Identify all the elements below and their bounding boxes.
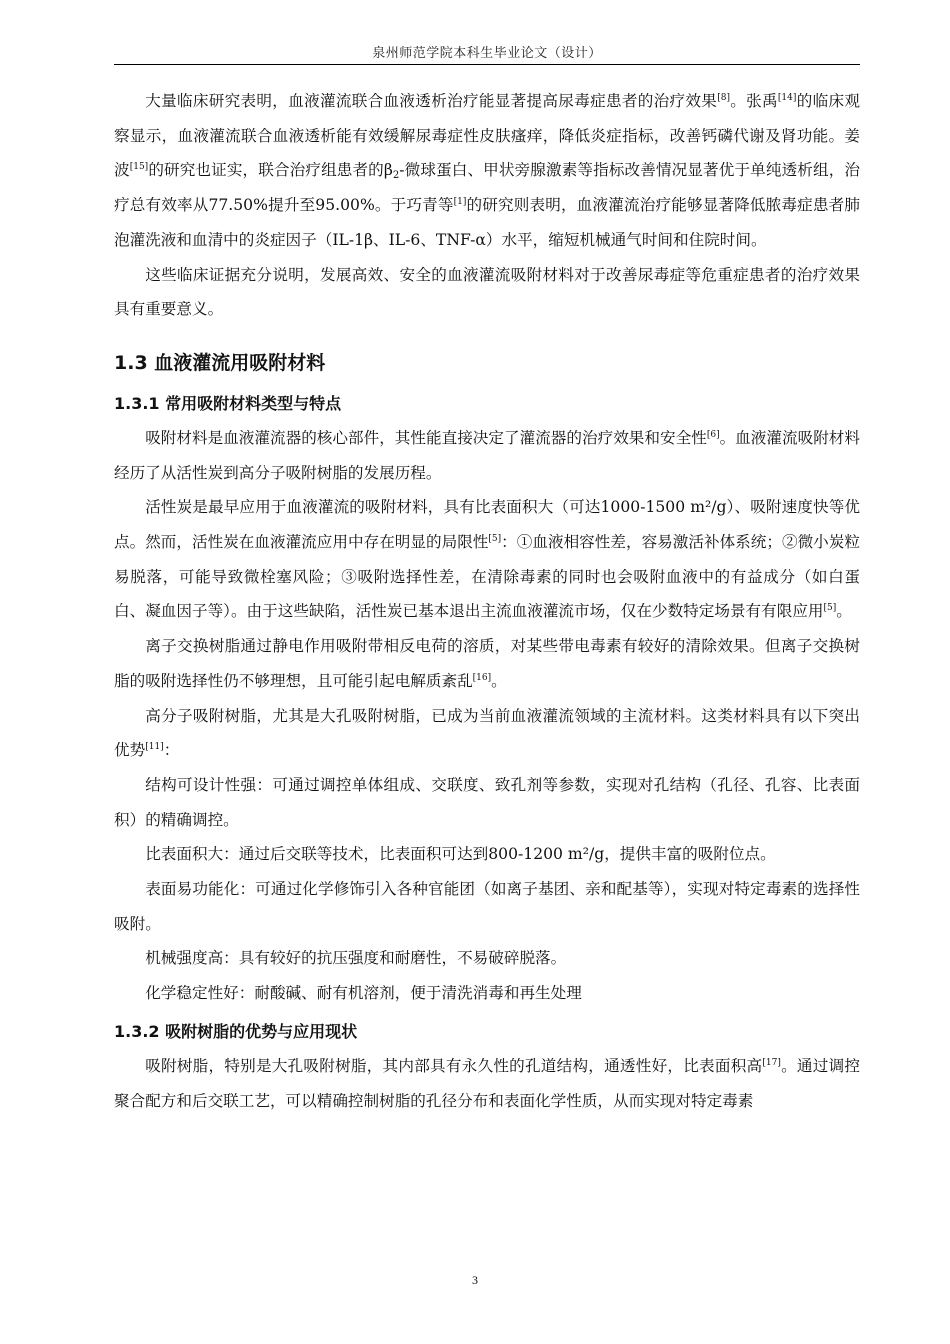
paragraph-advantage-stability: 化学稳定性好：耐酸碱、耐有机溶剂，便于清洗消毒和再生处理 (145, 984, 582, 1003)
citation: [1] (453, 197, 467, 208)
citation: [5] (823, 603, 837, 614)
paragraph-resin-advantages (114, 1049, 860, 1118)
text-run: 吸附树脂，特别是大孔吸附树脂，其内部具有永久性的孔道结构，通透性好，比表面积高 (145, 1056, 763, 1075)
text-run: 的临床观察显示，血液灌流联合血液透析能有效缓解尿毒症性皮肤瘙痒，降低炎症指标，改善钙磷代谢及肾功能。姜波 (114, 92, 860, 180)
paragraph-ion-exchange (114, 629, 860, 698)
citation: [17] (762, 1057, 781, 1068)
citation: [11] (145, 742, 164, 753)
running-header: 泉州师范学院本科生毕业论文（设计） (372, 46, 602, 61)
text-run: 离子交换树脂通过静电作用吸附带相反电荷的溶质，对某些带电毒素有较好的清除效果。但离子交换树脂的吸附选择性仍不够理想，且可能引起电解质紊乱 (114, 637, 860, 690)
citation: [14] (777, 93, 797, 103)
paragraph-advantage-strength: 机械强度高：具有较好的抗压强度和耐磨性，不易破碎脱落。 (145, 949, 567, 968)
paragraph-adsorbent-intro (114, 421, 860, 490)
text-run: 。 (836, 602, 852, 621)
text-run: ：①血液相容性差，容易激活补体系统；②微小炭粒易脱落，可能导致微栓塞风险；③吸附选择性差，在清除毒素的同时也会吸附血液中的有益成分（如白蛋白、凝血因子等）。由于这些缺陷，活性炭已基本退出主流血液灌流市场，仅在少数特定场景有有限应用 (114, 533, 860, 621)
subscript: 2 (392, 170, 400, 182)
header-rule (114, 64, 860, 65)
citation: [15] (129, 162, 149, 173)
paragraph-activated-carbon (114, 490, 860, 629)
text-run: 活性炭是最早应用于血液灌流的吸附材料，具有比表面积大（可达1000-1500 m²/g）、吸附速度快等优点。然而，活性炭在血液灌流应用中存在明显的局限性 (114, 498, 860, 552)
page-number: 3 (472, 1273, 478, 1287)
subsection-heading-1-3-2: 1.3.2 吸附树脂的优势与应用现状 (114, 1021, 358, 1041)
text-run: 高分子吸附树脂，尤其是大孔吸附树脂，已成为当前血液灌流领域的主流材料。这类材料具有以下突出优势 (114, 706, 860, 760)
page-body (114, 84, 860, 1118)
text-run: 。通过调控聚合配方和后交联工艺，可以精确控制树脂的孔径分布和表面化学性质，从而实现对特定毒素 (114, 1056, 860, 1110)
paragraph-advantage-design: 结构可设计性强：可通过调控单体组成、交联度、致孔剂等参数，实现对孔结构（孔径、孔容、比表面积）的精确调控。 (114, 775, 860, 829)
paragraph-clinical-studies (114, 84, 860, 258)
text-run: 。血液灌流吸附材料经历了从活性炭到高分子吸附树脂的发展历程。 (114, 428, 860, 482)
text-run: 大量临床研究表明，血液灌流联合血液透析治疗能显著提高尿毒症患者的治疗效果 (145, 92, 718, 110)
text-run: 。 (491, 671, 507, 690)
text-run: 的研究也证实，联合治疗组患者的β (148, 161, 393, 180)
text-run: 。张禹 (729, 92, 778, 110)
citation: [5] (488, 534, 502, 545)
paragraph-conclusion: 这些临床证据充分说明，发展高效、安全的血液灌流吸附材料对于改善尿毒症等危重症患者的治疗效果具有重要意义。 (114, 265, 860, 319)
paragraph-advantage-surface-area: 比表面积大：通过后交联等技术，比表面积可达到800-1200 m²/g，提供丰富的吸附位点。 (145, 845, 776, 864)
citation: [6] (706, 429, 720, 440)
citation: [16] (472, 672, 492, 683)
subsection-heading-1-3-1: 1.3.1 常用吸附材料类型与特点 (114, 393, 342, 413)
paragraph-polymer-resin (114, 699, 860, 768)
text-run: -微球蛋白、甲状旁腺激素等指标改善情况显著优于单纯透析组，治疗总有效率从77.50%提升至95.00%。于巧青等 (114, 161, 860, 215)
text-run: 的研究则表明，血液灌流治疗能够显著降低脓毒症患者肺泡灌洗液和血清中的炎症因子（IL-1β、IL-6、TNF-α）水平，缩短机械通气时间和住院时间。 (114, 196, 860, 249)
text-run: 吸附材料是血液灌流器的核心部件，其性能直接决定了灌流器的治疗效果和安全性 (145, 428, 707, 447)
text-run: ： (163, 741, 180, 760)
citation: [8] (717, 93, 730, 103)
section-heading-1-3: 1.3 血液灌流用吸附材料 (114, 351, 326, 374)
paragraph-advantage-functionalization: 表面易功能化：可通过化学修饰引入各种官能团（如离子基团、亲和配基等），实现对特定毒素的选择性吸附。 (114, 880, 860, 933)
